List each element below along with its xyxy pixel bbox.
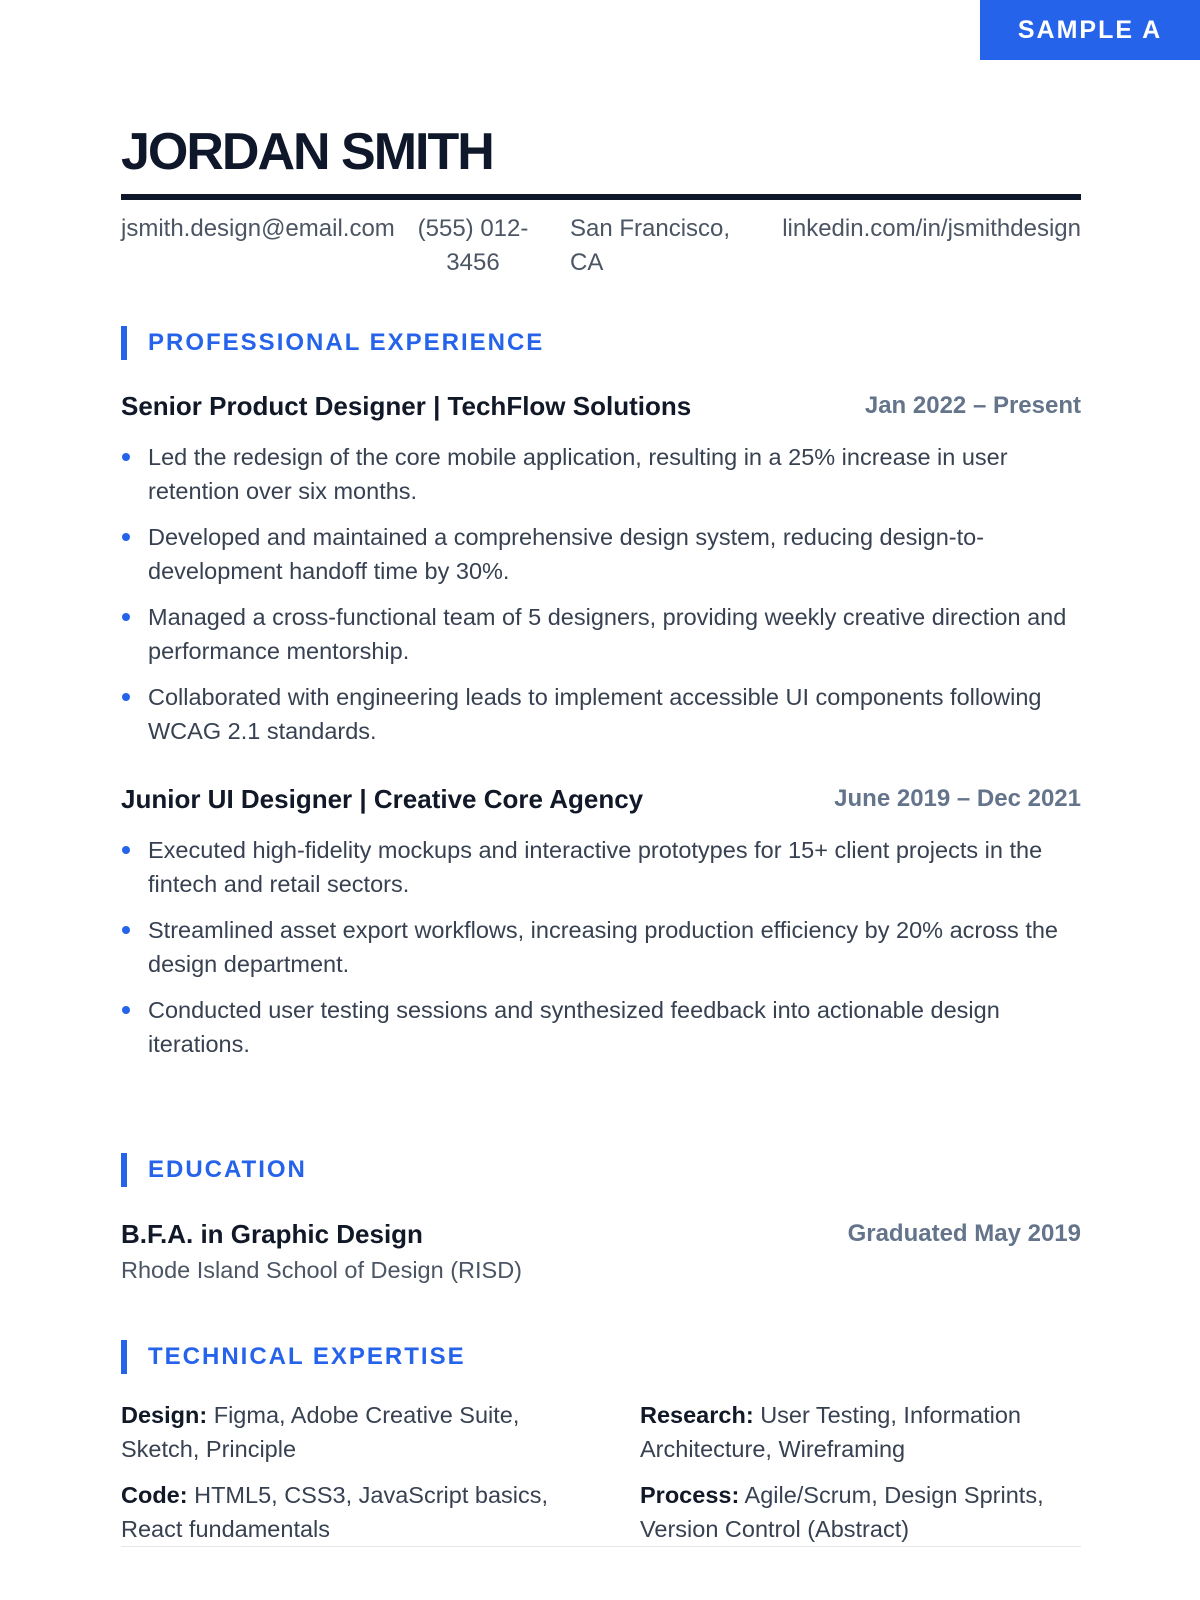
job-bullet <box>121 680 1081 748</box>
job-bullet <box>121 440 1081 508</box>
job-header <box>121 389 1081 423</box>
contact-info <box>121 212 1081 282</box>
job-bullet <box>121 993 1081 1061</box>
job-bullet <box>121 913 1081 981</box>
job-dates: Jan 2022 – Present <box>864 392 1081 419</box>
job-title: Senior Product Designer | TechFlow Solutions <box>121 391 692 421</box>
job-bullet <box>121 520 1081 588</box>
section-title-skills: TECHNICAL EXPERTISE <box>121 1340 466 1374</box>
skill-value: HTML5, CSS3, JavaScript basics, React fundamentals <box>121 1482 549 1542</box>
section-title-experience: PROFESSIONAL EXPERIENCE <box>121 326 544 360</box>
job-bullets <box>121 833 1081 1073</box>
bullet-text: Collaborated with engineering leads to implement accessible UI components following WCAG 2.1 standards. <box>148 684 1042 744</box>
education-degree: B.F.A. in Graphic Design <box>121 1219 423 1249</box>
skill-value: Figma, Adobe Creative Suite, Sketch, Principle <box>121 1402 520 1462</box>
bullet-icon <box>122 613 130 621</box>
bullet-icon <box>122 533 130 541</box>
skill-value: Agile/Scrum, Design Sprints, Version Control (Abstract) <box>640 1482 1044 1542</box>
job-bullet <box>121 600 1081 668</box>
skill-item-process <box>640 1478 1070 1546</box>
skill-value: User Testing, Information Architecture, Wireframing <box>640 1402 1021 1462</box>
bullet-icon <box>122 846 130 854</box>
bullet-icon <box>122 693 130 701</box>
education-school: Rhode Island School of Design (RISD) <box>121 1257 523 1283</box>
bullet-icon <box>122 926 130 934</box>
candidate-name: JORDAN SMITH <box>121 123 493 181</box>
contact-email[interactable]: jsmith.design@email.com <box>121 215 395 242</box>
bullet-text: Streamlined asset export workflows, increasing production efficiency by 20% across the design department. <box>148 917 1058 977</box>
job-header <box>121 782 1081 816</box>
skill-label: Code: <box>121 1482 188 1508</box>
bullet-text: Executed high-fidelity mockups and interactive prototypes for 15+ client projects in the fintech and retail sectors. <box>148 837 1043 897</box>
name-divider <box>121 194 1081 200</box>
job-dates: June 2019 – Dec 2021 <box>834 785 1081 812</box>
section-title-education: EDUCATION <box>121 1153 307 1187</box>
bullet-icon <box>122 1006 130 1014</box>
skill-label: Design: <box>121 1402 208 1428</box>
skill-item-design <box>121 1398 551 1466</box>
job-bullet <box>121 833 1081 901</box>
job-bullets <box>121 440 1081 760</box>
education-date: Graduated May 2019 <box>847 1220 1081 1247</box>
skills-divider <box>121 1546 1081 1547</box>
skill-item-code <box>121 1478 551 1546</box>
bullet-text: Conducted user testing sessions and synthesized feedback into actionable design iterations. <box>148 997 1000 1057</box>
contact-linkedin[interactable]: linkedin.com/in/jsmithdesign <box>782 215 1081 242</box>
bullet-text: Managed a cross-functional team of 5 designers, providing weekly creative direction and performance mentorship. <box>148 604 1067 664</box>
bullet-text: Led the redesign of the core mobile application, resulting in a 25% increase in user retention over six months. <box>148 444 1008 504</box>
job-title: Junior UI Designer | Creative Core Agency <box>121 784 644 814</box>
skill-label: Research: <box>640 1402 754 1428</box>
skill-label: Process: <box>640 1482 740 1508</box>
contact-location: San Francisco, CA <box>570 215 731 276</box>
bullet-text: Developed and maintained a comprehensive design system, reducing design-to-development handoff time by 30%. <box>148 524 985 584</box>
skill-item-research <box>640 1398 1070 1466</box>
contact-phone[interactable]: (555) 012-3456 <box>417 215 529 276</box>
bullet-icon <box>122 453 130 461</box>
sample-badge: SAMPLE A <box>980 0 1200 60</box>
